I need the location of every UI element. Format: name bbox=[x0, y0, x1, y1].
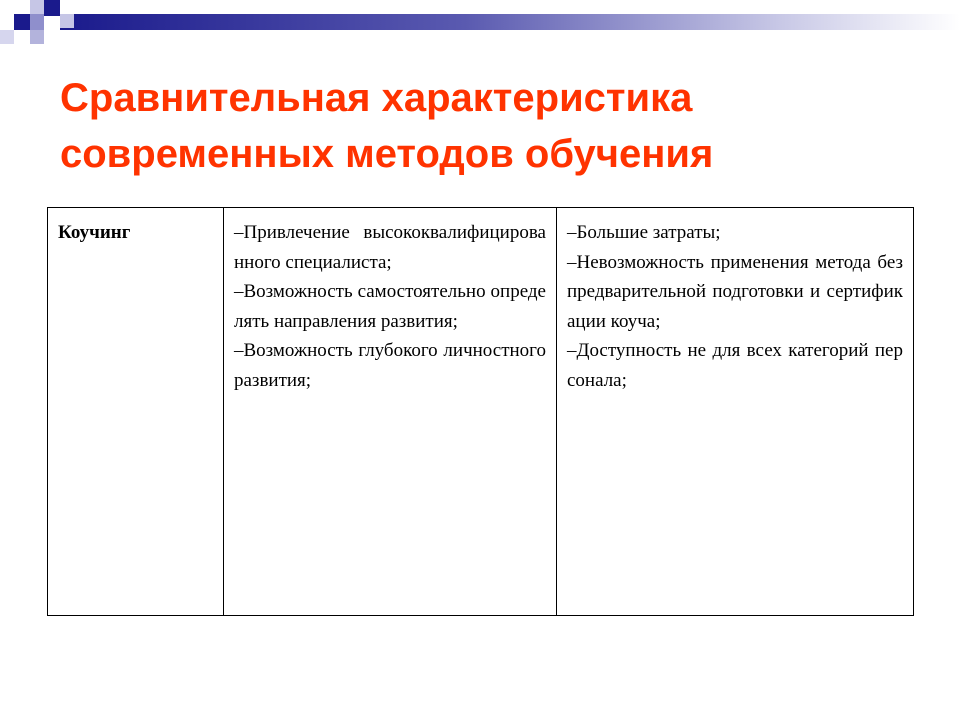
decor-square bbox=[30, 14, 44, 30]
decor-square bbox=[30, 0, 44, 14]
disadvantage-item: –Большие затраты; bbox=[567, 222, 721, 243]
method-name: Коучинг bbox=[58, 222, 131, 243]
decor-square bbox=[30, 30, 44, 44]
advantages-cell bbox=[224, 208, 557, 616]
table-row bbox=[48, 208, 914, 616]
title-line: современных методов обучения bbox=[60, 132, 714, 176]
advantage-item: –Возможность глубокого личностного развития; bbox=[234, 340, 546, 391]
decor-square bbox=[60, 14, 74, 28]
disadvantage-item: –Невозможность применения метода без предварительной подготовки и сертификации коуча; bbox=[567, 251, 903, 332]
header-gradient-bar bbox=[60, 14, 960, 30]
disadvantages-cell bbox=[557, 208, 914, 616]
advantage-item: –Привлечение высококвалифицированного специалиста; bbox=[234, 222, 546, 273]
title-line: Сравнительная характеристика bbox=[60, 76, 693, 120]
decor-square bbox=[44, 0, 60, 16]
decor-square bbox=[14, 14, 30, 30]
decor-square bbox=[0, 30, 14, 44]
method-cell bbox=[48, 208, 224, 616]
slide-title bbox=[60, 70, 920, 182]
disadvantage-item: –Доступность не для всех категорий персонала; bbox=[567, 340, 903, 391]
comparison-table bbox=[47, 207, 914, 616]
advantage-item: –Возможность самостоятельно определять направления развития; bbox=[234, 281, 546, 332]
